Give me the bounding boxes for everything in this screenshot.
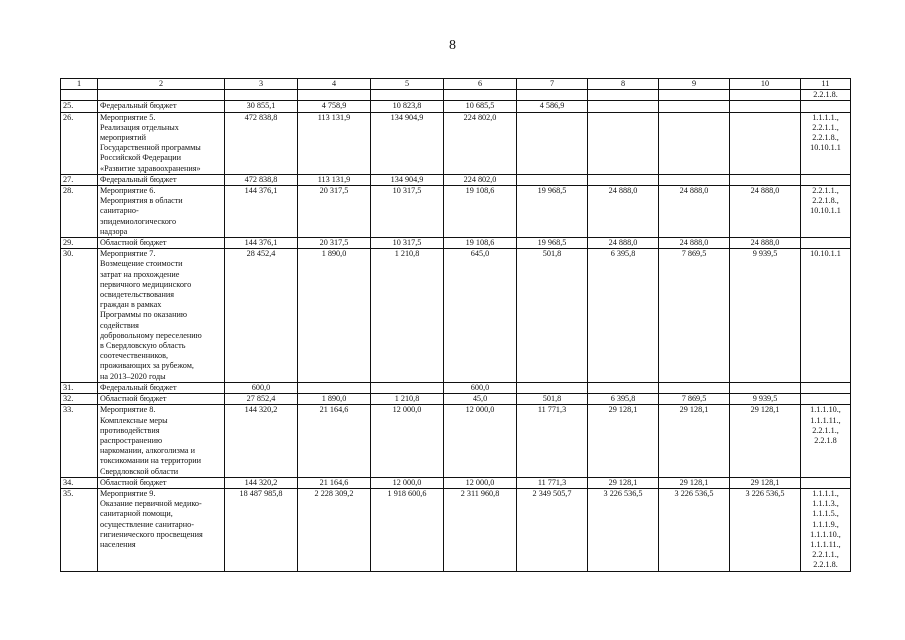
value-cell [588, 382, 659, 393]
row-number: 33. [61, 405, 98, 477]
value-cell [659, 174, 730, 185]
row-description-line: Программы по оказанию [100, 310, 187, 320]
value-cell: 12 000,0 [371, 405, 444, 477]
target-ref-cell-line: 2.2.1.8. [813, 90, 838, 100]
target-ref-cell [801, 394, 851, 405]
value-cell [730, 101, 801, 112]
value-cell: 2 349 505,7 [517, 488, 588, 571]
value-cell: 3 226 536,5 [730, 488, 801, 571]
value-cell: 12 000,0 [444, 477, 517, 488]
value-cell: 144 320,2 [225, 405, 298, 477]
target-ref-cell [801, 488, 851, 571]
header-cell: 5 [371, 79, 444, 90]
value-cell: 10 317,5 [371, 238, 444, 249]
table-row [61, 186, 851, 238]
target-ref-cell-line: 2.2.1.1., [812, 122, 839, 132]
target-ref-cell [801, 174, 851, 185]
value-cell: 11 771,3 [517, 405, 588, 477]
value-cell: 10 823,8 [371, 101, 444, 112]
row-description-line: Мероприятие 9. [100, 488, 156, 498]
value-cell: 1 890,0 [298, 394, 371, 405]
row-description-line: Мероприятие 8. [100, 405, 156, 415]
row-description-line: Мероприятие 5. [100, 112, 156, 122]
row-description [98, 90, 225, 101]
row-number: 26. [61, 112, 98, 174]
row-description-line: Областной бюджет [100, 477, 167, 487]
table-row [61, 90, 851, 101]
value-cell: 11 771,3 [517, 477, 588, 488]
row-description-line: Государственной программы [100, 143, 201, 153]
row-number: 27. [61, 174, 98, 185]
value-cell: 7 869,5 [659, 394, 730, 405]
value-cell: 29 128,1 [730, 477, 801, 488]
value-cell [659, 382, 730, 393]
row-description-line: надзора [100, 226, 128, 236]
row-description-line: Реализация отдельных [100, 122, 179, 132]
row-description-line: населения [100, 539, 136, 549]
target-ref-cell-line: 2.2.1.8., [812, 196, 839, 206]
value-cell: 6 395,8 [588, 249, 659, 383]
row-description-line: Федеральный бюджет [100, 101, 177, 111]
header-cell: 2 [98, 79, 225, 90]
page-number: 8 [449, 38, 456, 53]
value-cell [444, 90, 517, 101]
value-cell: 472 838,8 [225, 174, 298, 185]
target-ref-cell [801, 477, 851, 488]
value-cell [588, 90, 659, 101]
value-cell: 29 128,1 [588, 405, 659, 477]
row-description [98, 249, 225, 383]
value-cell: 29 128,1 [730, 405, 801, 477]
row-description [98, 477, 225, 488]
target-ref-cell-line: 10.10.1.1 [810, 206, 841, 216]
row-description-line: на 2013–2020 годы [100, 371, 166, 381]
row-description-line: Областной бюджет [100, 238, 167, 248]
value-cell: 7 869,5 [659, 249, 730, 383]
header-cell: 3 [225, 79, 298, 90]
table-row [61, 174, 851, 185]
value-cell: 10 685,5 [444, 101, 517, 112]
target-ref-cell-line: 1.1.1.10., [810, 529, 841, 539]
target-ref-cell-line: 2.2.1.1., [812, 425, 839, 435]
value-cell: 24 888,0 [730, 238, 801, 249]
row-description-line: «Развитие здравоохранения» [100, 163, 201, 173]
target-ref-cell-line: 2.2.1.8. [813, 560, 838, 570]
value-cell: 113 131,9 [298, 174, 371, 185]
row-description-line: освидетельствования [100, 290, 175, 300]
header-cell: 4 [298, 79, 371, 90]
row-description-line: Федеральный бюджет [100, 382, 177, 392]
value-cell: 1 890,0 [298, 249, 371, 383]
program-table [60, 78, 851, 572]
value-cell [517, 174, 588, 185]
value-cell: 2 228 309,2 [298, 488, 371, 571]
target-ref-cell-line: 1.1.1.11., [810, 415, 841, 425]
row-description [98, 112, 225, 174]
target-ref-cell-line: 1.1.1.1., [812, 488, 839, 498]
value-cell: 30 855,1 [225, 101, 298, 112]
row-description-line: первичного медицинского [100, 279, 192, 289]
row-description-line: граждан в рамках [100, 300, 162, 310]
value-cell: 24 888,0 [588, 238, 659, 249]
value-cell: 19 108,6 [444, 186, 517, 238]
value-cell [659, 90, 730, 101]
row-number: 28. [61, 186, 98, 238]
value-cell: 144 376,1 [225, 186, 298, 238]
value-cell: 224 802,0 [444, 174, 517, 185]
row-description-line: осуществление санитарно- [100, 519, 194, 529]
target-ref-cell [801, 90, 851, 101]
value-cell: 472 838,8 [225, 112, 298, 174]
row-number [61, 90, 98, 101]
target-ref-cell-line: 2.2.1.8., [812, 133, 839, 143]
row-description-line: Мероприятие 6. [100, 186, 156, 196]
value-cell [588, 101, 659, 112]
header-cell: 11 [801, 79, 851, 90]
value-cell: 144 376,1 [225, 238, 298, 249]
value-cell [659, 112, 730, 174]
row-description-line: Федеральный бюджет [100, 174, 177, 184]
row-description-line: Оказание первичной медико- [100, 499, 202, 509]
value-cell [588, 112, 659, 174]
row-description [98, 238, 225, 249]
value-cell: 144 320,2 [225, 477, 298, 488]
target-ref-cell [801, 238, 851, 249]
value-cell: 29 128,1 [588, 477, 659, 488]
target-ref-cell-line: 10.10.1.1 [810, 249, 841, 259]
target-ref-cell-line: 2.2.1.1., [812, 550, 839, 560]
value-cell: 3 226 536,5 [659, 488, 730, 571]
value-cell [225, 90, 298, 101]
row-description-line: затрат на прохождение [100, 269, 180, 279]
header-cell: 6 [444, 79, 517, 90]
table-row [61, 238, 851, 249]
value-cell: 19 968,5 [517, 238, 588, 249]
table-row [61, 101, 851, 112]
target-ref-cell-line: 1.1.1.9., [812, 519, 839, 529]
header-cell: 8 [588, 79, 659, 90]
value-cell: 1 210,8 [371, 394, 444, 405]
value-cell: 12 000,0 [371, 477, 444, 488]
target-ref-cell [801, 405, 851, 477]
value-cell [588, 174, 659, 185]
table-row [61, 477, 851, 488]
value-cell: 12 000,0 [444, 405, 517, 477]
value-cell: 27 852,4 [225, 394, 298, 405]
row-description-line: Мероприятия в области [100, 196, 183, 206]
value-cell: 1 210,8 [371, 249, 444, 383]
target-ref-cell-line: 1.1.1.1., [812, 112, 839, 122]
header-cell: 7 [517, 79, 588, 90]
target-ref-cell-line: 1.1.1.5., [812, 509, 839, 519]
target-ref-cell [801, 186, 851, 238]
row-description-line: мероприятий [100, 133, 146, 143]
row-number: 35. [61, 488, 98, 571]
table-row [61, 488, 851, 571]
header-cell: 10 [730, 79, 801, 90]
row-description [98, 174, 225, 185]
table-row [61, 382, 851, 393]
header-row [61, 79, 851, 90]
row-description-line: Возмещение стоимости [100, 259, 183, 269]
target-ref-cell-line: 10.10.1.1 [810, 143, 841, 153]
table-row [61, 405, 851, 477]
value-cell [730, 382, 801, 393]
value-cell: 24 888,0 [659, 238, 730, 249]
value-cell: 10 317,5 [371, 186, 444, 238]
value-cell: 28 452,4 [225, 249, 298, 383]
value-cell: 20 317,5 [298, 186, 371, 238]
target-ref-cell [801, 101, 851, 112]
row-description-line: в Свердловскую область [100, 341, 186, 351]
value-cell: 600,0 [225, 382, 298, 393]
row-description [98, 394, 225, 405]
row-description-line: противодействия [100, 425, 160, 435]
value-cell: 45,0 [444, 394, 517, 405]
value-cell: 4 758,9 [298, 101, 371, 112]
row-description [98, 101, 225, 112]
row-description-line: добровольному переселению [100, 330, 202, 340]
target-ref-cell [801, 249, 851, 383]
row-description-line: содействия [100, 320, 139, 330]
value-cell: 134 904,9 [371, 112, 444, 174]
header-cell: 1 [61, 79, 98, 90]
value-cell [298, 382, 371, 393]
header-cell: 9 [659, 79, 730, 90]
target-ref-cell [801, 382, 851, 393]
value-cell [298, 90, 371, 101]
value-cell: 134 904,9 [371, 174, 444, 185]
row-description-line: Мероприятие 7. [100, 249, 156, 259]
row-number: 25. [61, 101, 98, 112]
target-ref-cell-line: 1.1.1.10., [810, 405, 841, 415]
row-description [98, 382, 225, 393]
value-cell: 224 802,0 [444, 112, 517, 174]
value-cell: 24 888,0 [659, 186, 730, 238]
value-cell [371, 90, 444, 101]
value-cell: 20 317,5 [298, 238, 371, 249]
row-description [98, 488, 225, 571]
row-description-line: соотечественников, [100, 351, 169, 361]
value-cell [730, 90, 801, 101]
value-cell: 9 939,5 [730, 394, 801, 405]
value-cell: 24 888,0 [730, 186, 801, 238]
value-cell: 2 311 960,8 [444, 488, 517, 571]
row-description-line: токсикомании на территории [100, 456, 202, 466]
row-description-line: эпидемиологического [100, 216, 177, 226]
value-cell: 18 487 985,8 [225, 488, 298, 571]
row-description-line: Свердловской области [100, 466, 179, 476]
row-number: 31. [61, 382, 98, 393]
value-cell [517, 112, 588, 174]
value-cell: 29 128,1 [659, 477, 730, 488]
target-ref-cell-line: 2.2.1.1., [812, 186, 839, 196]
value-cell [659, 101, 730, 112]
value-cell: 6 395,8 [588, 394, 659, 405]
value-cell [371, 382, 444, 393]
row-description-line: Комплексные меры [100, 415, 168, 425]
target-ref-cell-line: 2.2.1.8 [814, 435, 837, 445]
row-description-line: наркомании, алкоголизма и [100, 446, 195, 456]
value-cell: 19 968,5 [517, 186, 588, 238]
row-description-line: Российской Федерации [100, 153, 182, 163]
value-cell: 3 226 536,5 [588, 488, 659, 571]
value-cell: 600,0 [444, 382, 517, 393]
row-description-line: гигиенического просвещения [100, 529, 203, 539]
target-ref-cell [801, 112, 851, 174]
value-cell [730, 174, 801, 185]
value-cell: 21 164,6 [298, 405, 371, 477]
table-row [61, 112, 851, 174]
value-cell [730, 112, 801, 174]
table-row [61, 249, 851, 383]
value-cell: 1 918 600,6 [371, 488, 444, 571]
row-description-line: санитарной помощи, [100, 509, 173, 519]
value-cell: 19 108,6 [444, 238, 517, 249]
value-cell: 21 164,6 [298, 477, 371, 488]
value-cell: 501,8 [517, 394, 588, 405]
value-cell: 29 128,1 [659, 405, 730, 477]
value-cell [517, 90, 588, 101]
row-number: 34. [61, 477, 98, 488]
row-description [98, 186, 225, 238]
row-description-line: распространению [100, 435, 163, 445]
value-cell: 501,8 [517, 249, 588, 383]
row-number: 30. [61, 249, 98, 383]
row-description-line: Областной бюджет [100, 394, 167, 404]
target-ref-cell-line: 1.1.1.3., [812, 499, 839, 509]
row-description [98, 405, 225, 477]
value-cell: 645,0 [444, 249, 517, 383]
value-cell: 113 131,9 [298, 112, 371, 174]
row-description-line: проживающих за рубежом, [100, 361, 194, 371]
value-cell: 9 939,5 [730, 249, 801, 383]
table-row [61, 394, 851, 405]
value-cell: 24 888,0 [588, 186, 659, 238]
row-number: 32. [61, 394, 98, 405]
row-description-line: санитарно- [100, 206, 139, 216]
value-cell: 4 586,9 [517, 101, 588, 112]
target-ref-cell-line: 1.1.1.11., [810, 539, 841, 549]
value-cell [517, 382, 588, 393]
row-number: 29. [61, 238, 98, 249]
